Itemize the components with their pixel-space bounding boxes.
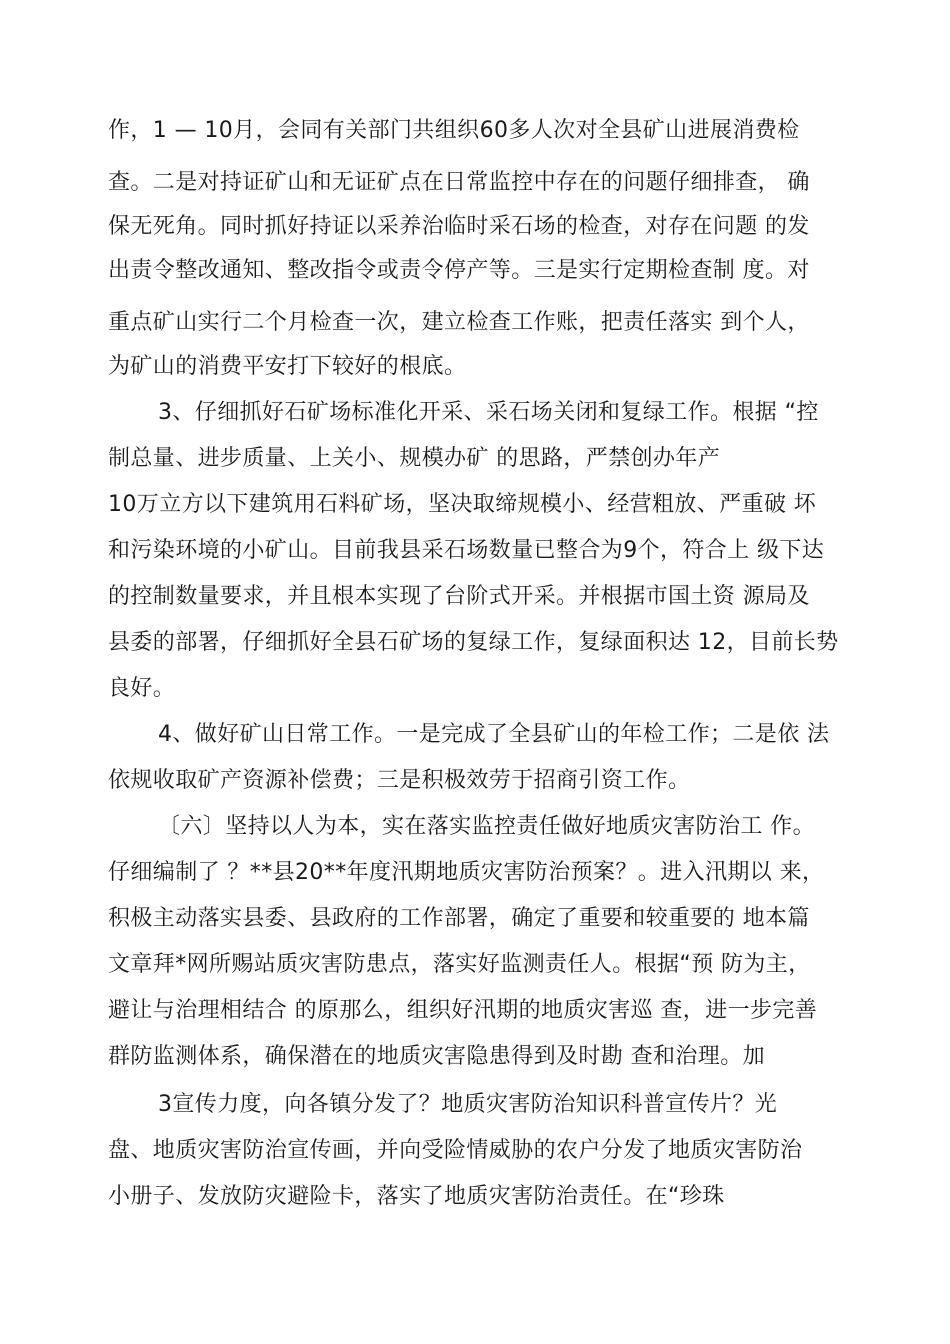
text-line: 群防监测体系，确保潜在的地质灾害隐患得到及时勘 查和治理。加 xyxy=(108,1044,765,1069)
text-line: 积极主动落实县委、县政府的工作部署，确定了重要和较重要的 地本篇 xyxy=(108,906,810,931)
text-line: 出责令整改通知、整改指令或责令停产等。三是实行定期检查制 度。对 xyxy=(108,258,810,283)
text-line: 良好。 xyxy=(108,676,176,701)
text-line: 盘、地质灾害防治宣传画，并向受险情威胁的农户分发了地质灾害防治 xyxy=(108,1138,803,1163)
text-line: 保无死角。同时抓好持证以采养治临时采石场的检查，对存在问题 的发 xyxy=(108,214,810,239)
text-line: 县委的部署，仔细抓好全县石矿场的复绿工作，复绿面积达 12，目前长势 xyxy=(108,630,839,655)
text-line: 制总量、进步质量、上关小、规模办矿 的思路，严禁创办年产 xyxy=(108,446,721,471)
text-line: 的控制数量要求，并且根本实现了台阶式开采。并根据市国土资 源局及 xyxy=(108,584,810,609)
text-line: 仔细编制了 ？**县20**年度汛期地质灾害防治预案？。进入汛期以 来， xyxy=(108,860,825,885)
text-line: 避让与治理相结合 的原那么，组织好汛期的地质灾害巡 查，进一步完善 xyxy=(108,998,818,1023)
text-line: 小册子、发放防灾避险卡，落实了地质灾害防治责任。在“珍珠 xyxy=(108,1184,725,1209)
text-line: 作，1 — 10月，会同有关部门共组织60多人次对全县矿山进展消费检 xyxy=(108,118,800,143)
text-line: 3、仔细抓好石矿场标准化开采、采石场关闭和复绿工作。根据 “控 xyxy=(158,400,819,425)
text-line: 3宣传力度，向各镇分发了？地质灾害防治知识科普宣传片？光 xyxy=(158,1092,778,1117)
text-line: 为矿山的消费平安打下较好的根底。 xyxy=(108,354,467,379)
text-line: 和污染环境的小矿山。目前我县采石场数量已整合为9个，符合上 级下达 xyxy=(108,538,825,563)
text-line: 10万立方以下建筑用石料矿场，坚决取缔规模小、经营粗放、严重破 坏 xyxy=(108,492,817,517)
text-line: 重点矿山实行二个月检查一次，建立检查工作账，把责任落实 到个人， xyxy=(108,310,810,335)
text-line: 4、做好矿山日常工作。一是完成了全县矿山的年检工作；二是依 法 xyxy=(158,722,830,747)
text-line: 依规收取矿产资源补偿费；三是积极效劳于招商引资工作。 xyxy=(108,768,691,793)
text-line: 〔六〕坚持以人为本，实在落实监控责任做好地质灾害防治工 作。 xyxy=(158,814,815,839)
text-line: 文章拜*网所赐站质灾害防患点，落实好监测责任人。根据“预 防为主， xyxy=(108,952,811,977)
text-line: 查。二是对持证矿山和无证矿点在日常监控中存在的问题仔细排查， 确 xyxy=(108,170,810,195)
